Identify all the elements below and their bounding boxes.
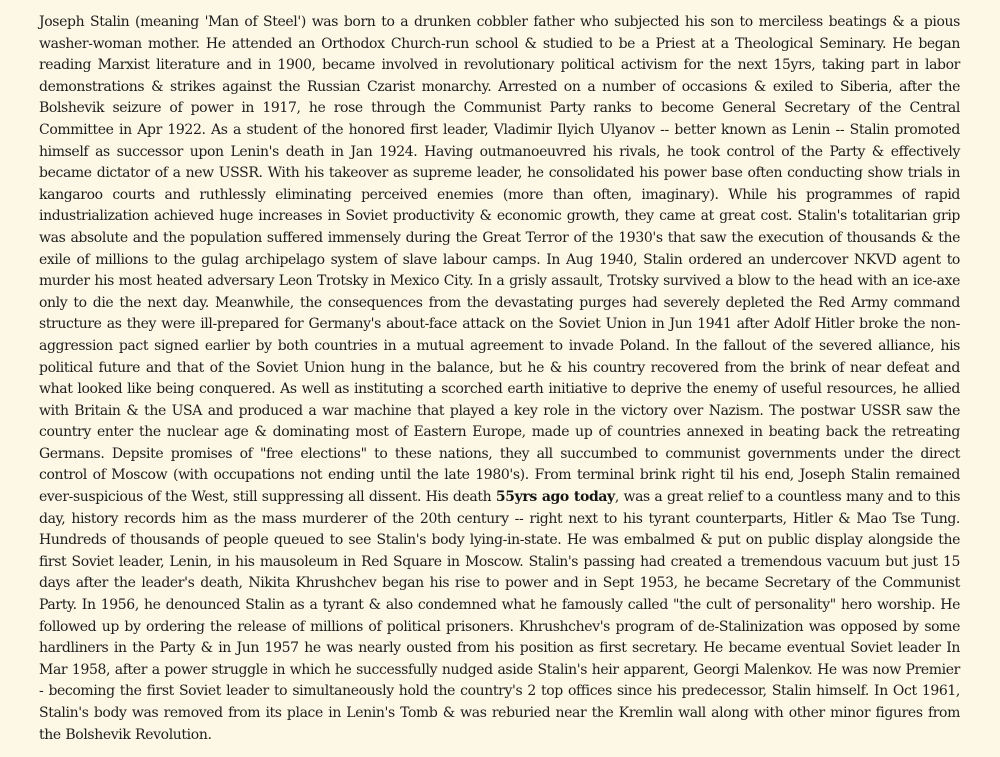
article-text-after-bold: , was a great relief to a countless many and to this day, history records him as the mass murderer of the 20th century -- right next to his tyrant counterparts, Hitler & Mao Tse Tung. Hundreds of thousands of people queued to see Stalin's body lying-in-state. He was embalmed & put on public display alongside the first Soviet leader, Lenin, in his mausoleum in Red Square in Moscow. Stalin's passing had created a tremendous vacuum but just 15 days after the leader's death, Nikita Khrushchev began his rise to power and in Sept 1953, he became Secretary of the Communist Party. In 1956, he denounced Stalin as a tyrant & also condemned what he famously called "the cult of personality" hero worship. He followed up by ordering the release of millions of political prisoners. Khrushchev's program of de-Stalinization was opposed by some hardliners in the Party & in Jun 1957 he was nearly ousted from his position as first secretary. He became eventual Soviet leader In Mar 1958, after a power struggle in which he successfully nudged aside Stalin's heir apparent, Georgi Malenkov. He was now Premier - becoming the first Soviet leader to simultaneously hold the country's 2 top offices since his predecessor, Stalin himself. In Oct 1961, Stalin's body was removed from its place in Lenin's Tomb & was reburied near the Kremlin wall along with other minor figures from the Bolshevik Revolution. bbox=[39, 489, 961, 743]
article-text-before-bold: Joseph Stalin (meaning 'Man of Steel') was born to a drunken cobbler father who subjected his son to merciless beatings & a pious washer-woman mother. He attended an Orthodox Church-run school & studied to be a Priest at a Theological Seminary. He began reading Marxist literature and in 1900, became involved in revolutionary political activism for the next 15yrs, taking part in labor demonstrations & strikes against the Russian Czarist monarchy. Arrested on a number of occasions & exiled to Siberia, after the Bolshevik seizure of power in 1917, he rose through the Communist Party ranks to become General Secretary of the Central Committee in Apr 1922. As a student of the honored first leader, Vladimir Ilyich Ulyanov -- better known as Lenin -- Stalin promoted himself as successor upon Lenin's death in Jan 1924. Having outmanoeuvred his rivals, he took control of the Party & effectively became dictator of a new USSR. With his takeover as supreme leader, he consolidated his power base often conducting show trials in kangaroo courts and ruthlessly eliminating perceived enemies (more than often, imaginary). While his programmes of rapid industrialization achieved huge increases in Soviet productivity & economic growth, they came at great cost. Stalin's totalitarian grip was absolute and the population suffered immensely during the Great Terror of the 1930's that saw the execution of thousands & the exile of millions to the gulag archipelago system of slave labour camps. In Aug 1940, Stalin ordered an undercover NKVD agent to murder his most heated adversary Leon Trotsky in Mexico City. In a grisly assault, Trotsky survived a blow to the head with an ice-axe only to die the next day. Meanwhile, the consequences from the devastating purges had severely depleted the Red Army command structure as they were ill-prepared for Germany's about-face attack on the Soviet Union in Jun 1941 after Adolf Hitler broke the non-aggression pact signed earlier by both countries in a mutual agreement to invade Poland. In the fallout of the severed alliance, his political future and that of the Soviet Union hung in the balance, but he & his country recovered from the brink of near defeat and what looked like being conquered. As well as instituting a scorched earth initiative to deprive the enemy of useful resources, he allied with Britain & the USA and produced a war machine that played a key role in the victory over Nazism. The postwar USSR saw the country enter the nuclear age & dominating most of Eastern Europe, made up of countries annexed in beating back the retreating Germans. Depsite promises of "free elections" to these nations, they all succumbed to communist governments under the direct control of Moscow (with occupations not ending until the late 1980's). From terminal brink right til his end, Joseph Stalin remained ever-suspicious of the West, still suppressing all dissent. His death bbox=[39, 14, 960, 506]
article-bold-phrase: 55yrs ago today bbox=[495, 489, 615, 506]
article-paragraph bbox=[39, 12, 960, 746]
